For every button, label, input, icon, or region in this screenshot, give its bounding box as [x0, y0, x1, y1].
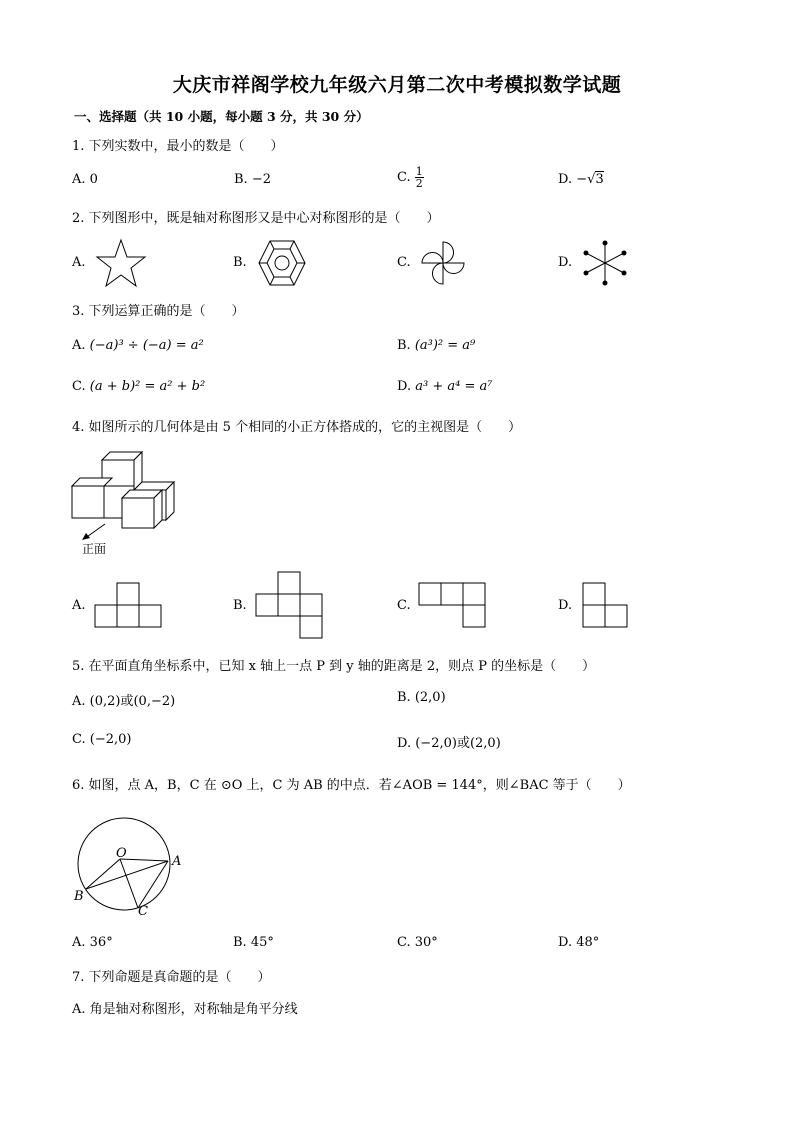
pinwheel-icon — [420, 240, 466, 286]
q5-option-b-label: B. — [397, 690, 411, 705]
q4-option-b: B. — [233, 598, 247, 613]
point-label-a: A — [172, 854, 182, 869]
q5-option-b-expression: (2,0) — [414, 690, 446, 705]
q5-option-c-expression: (−2,0) — [89, 732, 132, 747]
q5-option-c-label: C. — [72, 732, 86, 747]
q1-option-c-label: C. — [397, 170, 411, 185]
six-point-asterisk-icon — [583, 240, 627, 286]
star-icon — [95, 238, 147, 288]
q5-option-a-expression: (0,2)或(0,−2) — [89, 694, 176, 709]
question-3-stem: 3. 下列运算正确的是（ ） — [72, 304, 245, 319]
section-heading: 一、选择题（共 10 小题，每小题 3 分，共 30 分） — [74, 109, 369, 124]
q5-option-b — [397, 690, 446, 705]
sqrt-icon: √ — [587, 172, 596, 187]
q2-option-d: D. — [558, 255, 573, 270]
hexagon-figure-icon — [257, 239, 307, 287]
point-label-o: O — [116, 846, 127, 861]
q3-option-c — [72, 379, 205, 394]
q3-option-b — [397, 338, 475, 353]
page-title: 大庆市祥阁学校九年级六月第二次中考模拟数学试题 — [172, 74, 622, 96]
fraction-denominator: 2 — [415, 177, 423, 190]
minus-sign: − — [576, 172, 588, 187]
q4-option-a: A. — [72, 598, 86, 613]
q5-option-c — [72, 732, 131, 747]
view-option-d-figure — [582, 582, 632, 630]
q3-option-a-label: A. — [72, 338, 86, 353]
view-option-a-figure — [94, 582, 164, 630]
q5-option-a-label: A. — [72, 694, 86, 709]
q1-option-d-label: D. — [558, 172, 573, 187]
q5-option-d-label: D. — [397, 736, 412, 751]
q3-option-b-expression: (a³)² = a⁹ — [414, 338, 476, 353]
point-label-b: B — [74, 889, 84, 904]
q5-option-a — [72, 690, 175, 709]
q1-option-d — [558, 172, 604, 187]
q1-option-c — [397, 166, 424, 189]
point-label-c: C — [138, 904, 148, 919]
question-1-stem: 1. 下列实数中，最小的数是（ ） — [72, 139, 284, 154]
q6-option-c: C. 30° — [397, 935, 438, 950]
arrow-icon — [80, 522, 108, 542]
q3-option-a — [72, 338, 204, 353]
q2-option-c: C. — [397, 255, 411, 270]
q3-option-b-label: B. — [397, 338, 411, 353]
q6-option-d: D. 48° — [558, 935, 600, 950]
q5-option-d — [397, 732, 501, 751]
q4-option-d: D. — [558, 598, 573, 613]
cube-solid-figure — [70, 448, 180, 530]
q3-option-d — [397, 379, 492, 394]
q1-option-b: B. −2 — [234, 172, 271, 187]
q7-option-a: A. 角是轴对称图形，对称轴是角平分线 — [72, 1002, 298, 1017]
q2-option-b: B. — [233, 255, 247, 270]
view-option-b-figure — [255, 571, 325, 641]
fraction — [415, 166, 424, 189]
question-6-stem: 6. 如图，点 A，B，C 在 ⊙O 上，C 为 AB 的中点．若∠AOB = 144°，则∠BAC 等于（ ） — [72, 778, 631, 793]
q6-option-a: A. 36° — [72, 935, 113, 950]
radicand: 3 — [595, 172, 604, 187]
q6-option-b: B. 45° — [233, 935, 274, 950]
front-view-label: 正面 — [82, 542, 107, 556]
q1-option-a: A. 0 — [72, 172, 98, 187]
question-7-stem: 7. 下列命题是真命题的是（ ） — [72, 970, 271, 985]
q3-option-d-expression: a³ + a⁴ = a⁷ — [415, 379, 493, 394]
fraction-numerator: 1 — [415, 165, 423, 178]
question-5-stem: 5. 在平面直角坐标系中，已知 x 轴上一点 P 到 y 轴的距离是 2，则点 P 的坐标是（ ） — [72, 659, 596, 674]
q3-option-a-expression: (−a)³ ÷ (−a) = a² — [89, 338, 204, 353]
circle-figure — [72, 814, 182, 920]
view-option-c-figure — [418, 582, 488, 630]
q3-option-d-label: D. — [397, 379, 412, 394]
q4-option-c: C. — [397, 598, 411, 613]
question-4-stem: 4. 如图所示的几何体是由 5 个相同的小正方体搭成的，它的主视图是（ ） — [72, 420, 522, 435]
q3-option-c-expression: (a + b)² = a² + b² — [89, 379, 206, 394]
question-2-stem: 2. 下列图形中，既是轴对称图形又是中心对称图形的是（ ） — [72, 211, 440, 226]
q5-option-d-expression: (−2,0)或(2,0) — [415, 736, 501, 751]
q2-option-a: A. — [72, 255, 86, 270]
q3-option-c-label: C. — [72, 379, 86, 394]
